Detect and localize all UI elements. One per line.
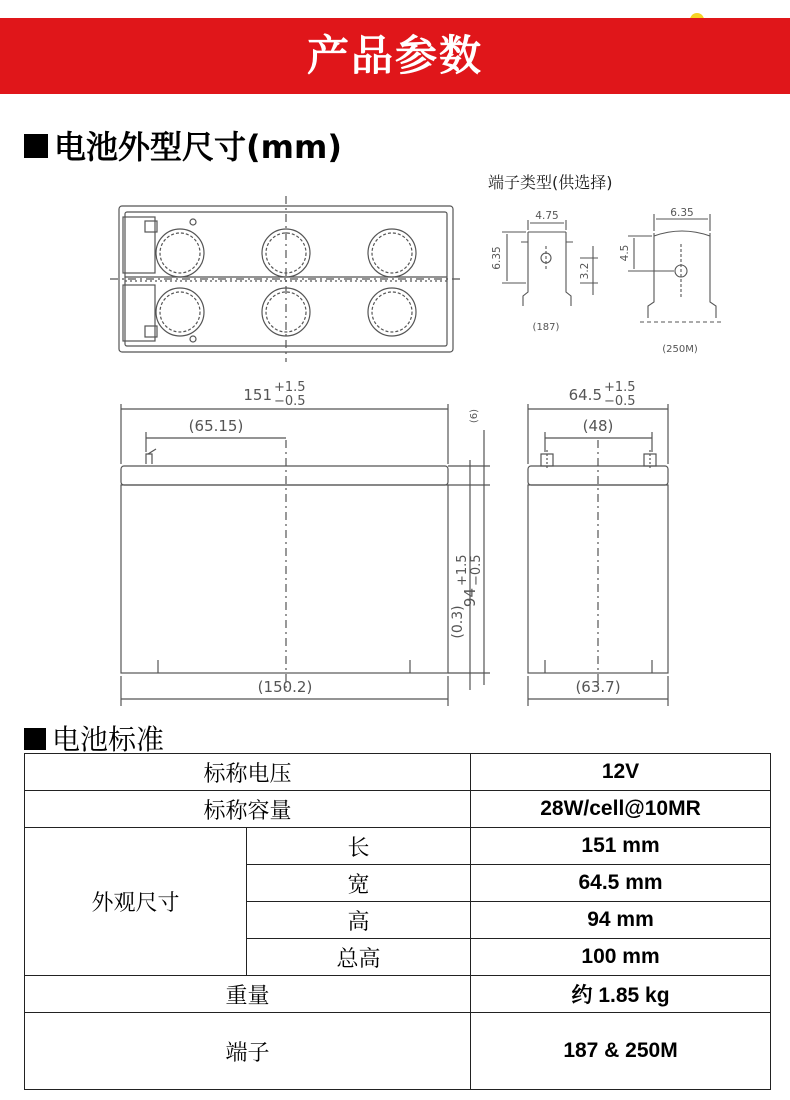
- side-width-plus: +1.5: [604, 380, 636, 395]
- side-base-width: (63.7): [575, 678, 621, 696]
- width-label: 宽: [247, 865, 471, 902]
- front-length-minus: −0.5: [274, 394, 306, 409]
- standards-title: 电池标准: [52, 723, 165, 756]
- terminal-250m-hole: 4.5: [619, 244, 631, 262]
- front-length-label: [243, 380, 305, 409]
- front-base-length: (150.2): [257, 678, 313, 696]
- banner-title: 产品参数: [306, 31, 483, 80]
- terminal-value: 187 & 250M: [471, 1013, 771, 1090]
- terminal-187-name: (187): [532, 322, 560, 333]
- table-row: [25, 754, 771, 791]
- square-bullet-icon: [24, 728, 46, 750]
- terminal-caption: 端子类型(供选择): [488, 173, 613, 192]
- terminal-187-hole: 3.2: [579, 262, 591, 280]
- front-height-plus: +1.5: [455, 554, 470, 586]
- table-row: [25, 976, 771, 1013]
- total-height-label: 总高: [247, 939, 471, 976]
- battery-dimension-drawing: [0, 160, 790, 720]
- terminal-250m-name: (250M): [662, 344, 698, 355]
- voltage-value: 12V: [471, 754, 771, 791]
- height-value: 94 mm: [471, 902, 771, 939]
- size-label: 外观尺寸: [25, 828, 247, 976]
- table-row: [25, 791, 771, 828]
- height-label: 高: [247, 902, 471, 939]
- voltage-label: 标称电压: [25, 754, 471, 791]
- terminal-187-height: 6.35: [491, 246, 503, 270]
- side-width-main: 64.5: [568, 386, 602, 404]
- length-value: 151 mm: [471, 828, 771, 865]
- total-height-value: 100 mm: [471, 939, 771, 976]
- table-row: [25, 1013, 771, 1090]
- side-width-label: [569, 380, 636, 409]
- terminal-250m-drawing: [628, 214, 724, 322]
- table-row: [25, 828, 771, 865]
- front-bottom-gap: (0.3): [450, 605, 466, 639]
- capacity-label: 标称容量: [25, 791, 471, 828]
- terminal-187-width: 4.75: [535, 210, 559, 222]
- standards-heading: [24, 718, 164, 758]
- weight-label: 重量: [25, 976, 471, 1013]
- front-post-offset: (65.15): [188, 417, 244, 435]
- capacity-value: 28W/cell@10MR: [471, 791, 771, 828]
- width-value: 64.5 mm: [471, 865, 771, 902]
- battery-top-view: [110, 196, 462, 362]
- front-length-main: 151: [243, 386, 272, 404]
- front-length-plus: +1.5: [274, 380, 306, 395]
- front-height-label: [455, 554, 484, 607]
- terminal-label: 端子: [25, 1013, 471, 1090]
- front-top-gap: (6): [469, 408, 480, 424]
- page-banner: [0, 18, 790, 94]
- dimensions-title: 电池外型尺寸(mm): [54, 128, 342, 166]
- battery-spec-table: [24, 753, 771, 1090]
- terminal-250m-width: 6.35: [670, 207, 694, 219]
- side-post-spacing: (48): [582, 417, 614, 435]
- length-label: 长: [247, 828, 471, 865]
- front-height-minus: −0.5: [469, 554, 484, 586]
- battery-side-view: [528, 404, 668, 706]
- battery-front-view: [121, 404, 490, 706]
- front-height-main: 94: [461, 588, 479, 608]
- square-bullet-icon: [24, 134, 48, 158]
- side-width-minus: −0.5: [604, 394, 636, 409]
- weight-value: 约 1.85 kg: [471, 976, 771, 1013]
